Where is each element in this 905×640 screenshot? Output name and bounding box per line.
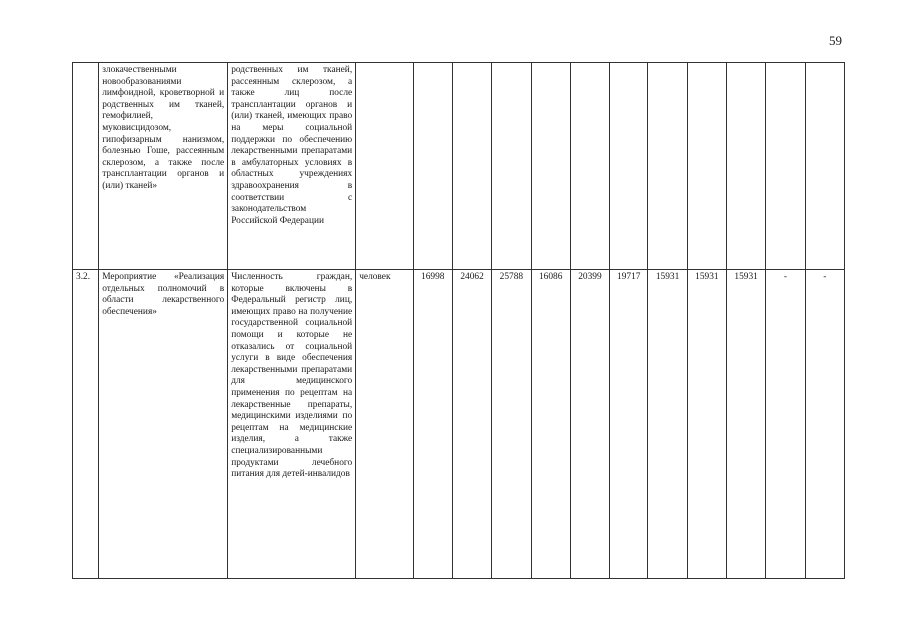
page-number: 59 [829,33,842,48]
indicator-cell: Численность граждан, которые включены в Федеральный регистр лиц, имеющих право на получение государственной социальной помощи и которые не отказались от социальной услуги в виде обеспечения лекарственными препаратами для медицинского применения по рецептам на лекарственные препараты, медицинскими изделиями по рецептам на медицинские изделия, а также специализированными продуктами лечебного питания для детей-инвалидов [228,270,356,579]
indicator-cell: родственных им тканей, рассеянным склерозом, а также лиц после трансплантации органов и (или) тканей, имеющих право на меры социальной поддержки по обеспечению лекарственными препаратами в амбулаторных условиях в областных учреждениях здравоохранения в соответствии с законодательством Российской Федерации [228,63,356,270]
value-cell [766,63,805,270]
value-cell: 15931 [687,270,726,579]
value-cell [452,63,491,270]
unit-cell [356,63,413,270]
unit-cell: человек [356,270,413,579]
value-cell [727,63,766,270]
activity-cell: злокачественными новообразованиями лимфоидной, кроветворной и родственных им тканей, гемофилией, муковисцидозом, гипофизарным нанизмом, болезнью Гоше, рассеянным склерозом, а также после трансплантации органов и (или) тканей» [99,63,228,270]
value-cell: 16086 [531,270,570,579]
row-index: 3.2. [73,270,99,579]
value-cell [687,63,726,270]
activity-cell: Мероприятие «Реализация отдельных полномочий в области лекарственного обеспечения» [99,270,228,579]
row-index [73,63,99,270]
value-cell [805,63,844,270]
program-indicators-table [72,62,845,579]
value-cell: 16998 [413,270,452,579]
table-row [73,270,845,579]
value-cell [531,63,570,270]
table-row [73,63,845,270]
value-cell [610,63,648,270]
value-cell: 19717 [610,270,648,579]
value-cell [648,63,687,270]
value-cell: - [766,270,805,579]
value-cell [570,63,609,270]
value-cell: 20399 [570,270,609,579]
value-cell: - [805,270,844,579]
value-cell: 24062 [452,270,491,579]
value-cell: 25788 [492,270,531,579]
value-cell: 15931 [727,270,766,579]
value-cell: 15931 [648,270,687,579]
value-cell [492,63,531,270]
value-cell [413,63,452,270]
